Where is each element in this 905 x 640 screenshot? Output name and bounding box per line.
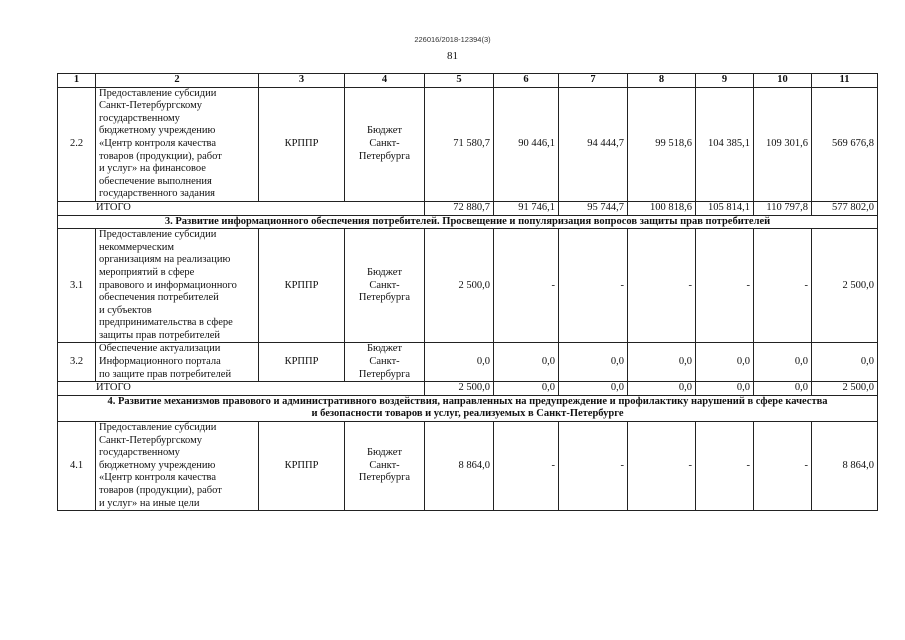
column-header: 7 [559, 74, 628, 88]
row-number: 2.2 [58, 87, 96, 201]
value-cell: 71 580,7 [425, 87, 494, 201]
description-line: некоммерческим [99, 241, 175, 253]
value-cell: 109 301,6 [754, 87, 812, 201]
value-cell: - [559, 229, 628, 343]
value-cell: 2 500,0 [425, 229, 494, 343]
description-line: мероприятий в сфере [99, 266, 195, 278]
total-label: ИТОГО [58, 201, 425, 215]
total-row [58, 382, 878, 396]
description-line: «Центр контроля качества [99, 137, 217, 149]
row-description [96, 343, 259, 382]
source-line: Бюджет [366, 447, 403, 459]
executor-cell: КРППР [259, 343, 345, 382]
source-line: Бюджет [366, 343, 403, 355]
column-header: 11 [812, 74, 878, 88]
total-value: 0,0 [754, 382, 812, 396]
total-value: 105 814,1 [696, 201, 754, 215]
description-line: обеспечения потребителей [99, 292, 219, 304]
source-line: Санкт- [369, 279, 400, 291]
description-line: Предоставление субсидии [99, 422, 217, 434]
executor-cell: КРППР [259, 422, 345, 511]
value-cell: 0,0 [812, 343, 878, 382]
description-line: «Центр контроля качества [99, 472, 217, 484]
document-id: 226016/2018-12394(3) [414, 35, 491, 44]
description-line: организациям на реализацию [99, 254, 231, 266]
value-cell: - [754, 422, 812, 511]
description-line: предпринимательства в сфере [99, 317, 233, 329]
column-header: 4 [345, 74, 425, 88]
description-line: и услуг» на иные цели [99, 497, 200, 509]
description-line: товаров (продукции), работ [99, 150, 222, 162]
total-value: 0,0 [696, 382, 754, 396]
column-header: 5 [425, 74, 494, 88]
budget-table [57, 73, 878, 511]
source-line: Бюджет [366, 266, 403, 278]
source-line: Санкт- [369, 356, 400, 368]
row-description [96, 229, 259, 343]
column-header: 2 [96, 74, 259, 88]
value-cell: 94 444,7 [559, 87, 628, 201]
description-line: и услуг» на финансовое [99, 163, 206, 175]
section-title: 3. Развитие информационного обеспечения потребителей. Просвещение и популяризация вопросов защиты прав потребителей [58, 215, 878, 229]
column-header: 1 [58, 74, 96, 88]
source-line: Санкт- [369, 137, 400, 149]
table-row [58, 422, 878, 511]
total-value: 110 797,8 [754, 201, 812, 215]
row-description [96, 422, 259, 511]
value-cell: 0,0 [754, 343, 812, 382]
total-value: 2 500,0 [425, 382, 494, 396]
column-header: 8 [628, 74, 696, 88]
value-cell: 99 518,6 [628, 87, 696, 201]
funding-source-cell [345, 422, 425, 511]
funding-source-cell [345, 343, 425, 382]
total-value: 0,0 [628, 382, 696, 396]
table-row [58, 229, 878, 343]
total-row [58, 201, 878, 215]
total-value: 72 880,7 [425, 201, 494, 215]
table-row [58, 343, 878, 382]
total-value: 95 744,7 [559, 201, 628, 215]
description-line: и субъектов [99, 304, 152, 316]
value-cell: - [696, 229, 754, 343]
section-title-line: и безопасности товаров и услуг, реализуемых в Санкт-Петербурге [311, 408, 624, 420]
value-cell: - [494, 422, 559, 511]
value-cell: 0,0 [628, 343, 696, 382]
description-line: государственного задания [99, 188, 216, 200]
description-line: товаров (продукции), работ [99, 485, 222, 496]
page-number: 81 [447, 50, 458, 62]
value-cell: 0,0 [494, 343, 559, 382]
description-line: Предоставление субсидии [99, 87, 217, 99]
value-cell: - [559, 422, 628, 511]
source-line: Петербурга [358, 150, 411, 162]
executor-cell: КРППР [259, 229, 345, 343]
description-line: по защите прав потребителей [99, 368, 232, 380]
description-line: Обеспечение актуализации [99, 343, 221, 355]
value-cell: - [754, 229, 812, 343]
section-heading-row [58, 215, 878, 229]
description-line: Предоставление субсидии [99, 229, 217, 241]
description-line: государственному [99, 112, 180, 124]
total-label: ИТОГО [58, 382, 425, 396]
description-line: Информационного портала [99, 356, 221, 368]
value-cell: 8 864,0 [812, 422, 878, 511]
total-value: 91 746,1 [494, 201, 559, 215]
value-cell: 8 864,0 [425, 422, 494, 511]
column-header: 10 [754, 74, 812, 88]
value-cell: - [628, 229, 696, 343]
description-line: бюджетному учреждению [99, 125, 216, 137]
description-line: обеспечение выполнения [99, 175, 212, 187]
source-line: Петербурга [358, 472, 411, 484]
value-cell: 2 500,0 [812, 229, 878, 343]
value-cell: - [494, 229, 559, 343]
value-cell: - [628, 422, 696, 511]
column-header: 9 [696, 74, 754, 88]
funding-source-cell [345, 87, 425, 201]
value-cell: 90 446,1 [494, 87, 559, 201]
total-value: 2 500,0 [812, 382, 878, 396]
row-number: 3.1 [58, 229, 96, 343]
source-line: Бюджет [366, 125, 403, 137]
source-line: Петербурга [358, 368, 411, 380]
total-value: 577 802,0 [812, 201, 878, 215]
column-header: 6 [494, 74, 559, 88]
total-value: 100 818,6 [628, 201, 696, 215]
value-cell: 0,0 [696, 343, 754, 382]
value-cell: 0,0 [425, 343, 494, 382]
row-number: 3.2 [58, 343, 96, 382]
row-description [96, 87, 259, 201]
value-cell: 104 385,1 [696, 87, 754, 201]
description-line: бюджетному учреждению [99, 459, 216, 471]
description-line: защиты прав потребителей [99, 329, 220, 341]
section-title [58, 395, 878, 421]
value-cell: 569 676,8 [812, 87, 878, 201]
section-title-line: 4. Развитие механизмов правового и административного воздействия, направленных на предупреждение и профилактику нарушений в сфере качества [107, 395, 828, 407]
table-row [58, 87, 878, 201]
source-line: Санкт- [369, 459, 400, 471]
section-heading-row [58, 395, 878, 421]
row-number: 4.1 [58, 422, 96, 511]
description-line: правового и информационного [99, 279, 237, 291]
executor-cell: КРППР [259, 87, 345, 201]
total-value: 0,0 [559, 382, 628, 396]
value-cell: 0,0 [559, 343, 628, 382]
source-line: Петербурга [358, 292, 411, 304]
description-line: Санкт-Петербургскому [99, 434, 202, 446]
total-value: 0,0 [494, 382, 559, 396]
funding-source-cell [345, 229, 425, 343]
description-line: государственному [99, 447, 180, 459]
description-line: Санкт-Петербургскому [99, 100, 202, 112]
column-number-row [58, 74, 878, 88]
value-cell: - [696, 422, 754, 511]
column-header: 3 [259, 74, 345, 88]
